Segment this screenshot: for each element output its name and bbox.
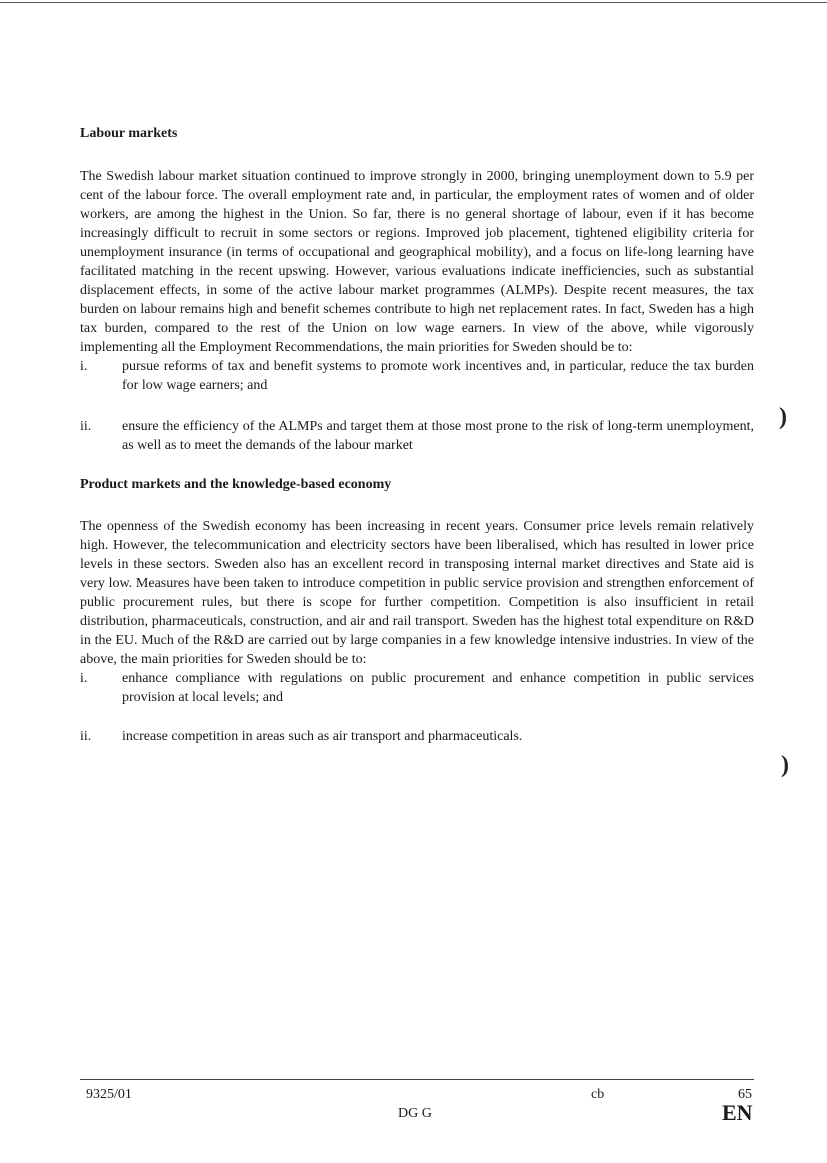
- list-item: [80, 669, 754, 707]
- list-item-text: ensure the efficiency of the ALMPs and target them at those most prone to the risk of long-term unemployment, as well as to meet the demands of the labour market: [122, 419, 754, 453]
- list-item-text: increase competition in areas such as air transport and pharmaceuticals.: [122, 729, 523, 744]
- document-body: [80, 124, 754, 746]
- list-marker: ii.: [80, 729, 92, 744]
- product-markets-section: [80, 475, 754, 746]
- product-markets-paragraph: The openness of the Swedish economy has been increasing in recent years. Consumer price levels remain relatively high. However, the telecommunication and electricity sectors have been liberalised, which has resulted in lower price levels in these sectors. Sweden also has an excellent record in transposing internal market directives and State aid is very low. Measures have been taken to introduce competition in public service provision and strengthen enforcement of public procurement rules, but there is scope for further competition. Competition is also insufficient in retail distribution, pharmaceuticals, construction, and air and rail transport. Sweden has the highest total expenditure on R&D in the EU. Much of the R&D are carried out by large companies in a few knowledge intensive industries. In view of the above, the main priorities for Sweden should be to:: [80, 519, 754, 667]
- list-marker: i.: [80, 359, 88, 374]
- labour-markets-priorities: [80, 357, 754, 455]
- list-item: [80, 417, 754, 455]
- labour-markets-paragraph: The Swedish labour market situation continued to improve strongly in 2000, bringing unemployment down to 5.9 per cent of the labour force. The overall employment rate and, in particular, the employment rates of women and of older workers, are among the highest in the Union. So far, there is no general shortage of labour, even if it has become increasingly difficult to recruit in some sectors or regions. Improved job placement, tightened eligibility criteria for unemployment insurance (in terms of occupational and geographical mobility), and a focus on life-long learning have facilitated matching in the recent upswing. However, various evaluations indicate inefficiencies, such as substantial displacement effects, in some of the active labour market programmes (ALMPs). Despite recent measures, the tax burden on labour remains high and benefit schemes contribute to high net replacement rates. In fact, Sweden has a high tax burden, compared to the rest of the Union on low wage earners. In view of the above, while vigorously implementing all the Employment Recommendations, the main priorities for Sweden should be to:: [80, 169, 754, 355]
- margin-bracket: ): [781, 752, 789, 778]
- footer-document-number: 9325/01: [86, 1087, 132, 1102]
- list-marker: i.: [80, 671, 88, 686]
- section-heading-product-markets: Product markets and the knowledge-based economy: [80, 477, 392, 492]
- list-marker: ii.: [80, 419, 92, 434]
- list-item: [80, 357, 754, 395]
- list-item: [80, 727, 754, 746]
- list-item-text: enhance compliance with regulations on public procurement and enhance competition in public services provision at local levels; and: [122, 671, 754, 705]
- footer-directorate: DG G: [398, 1106, 432, 1121]
- labour-markets-section: [80, 124, 754, 455]
- list-item-text: pursue reforms of tax and benefit systems to promote work incentives and, in particular, reduce the tax burden for low wage earners; and: [122, 359, 754, 393]
- product-markets-priorities: [80, 669, 754, 746]
- section-heading-labour-markets: Labour markets: [80, 126, 178, 141]
- margin-bracket: ): [779, 404, 787, 430]
- footer-language-code: EN: [722, 1100, 753, 1125]
- footer-rule: [80, 1079, 754, 1080]
- top-rule: [0, 2, 827, 3]
- footer-page-number: 65: [738, 1087, 752, 1102]
- footer-initials: cb: [591, 1087, 605, 1102]
